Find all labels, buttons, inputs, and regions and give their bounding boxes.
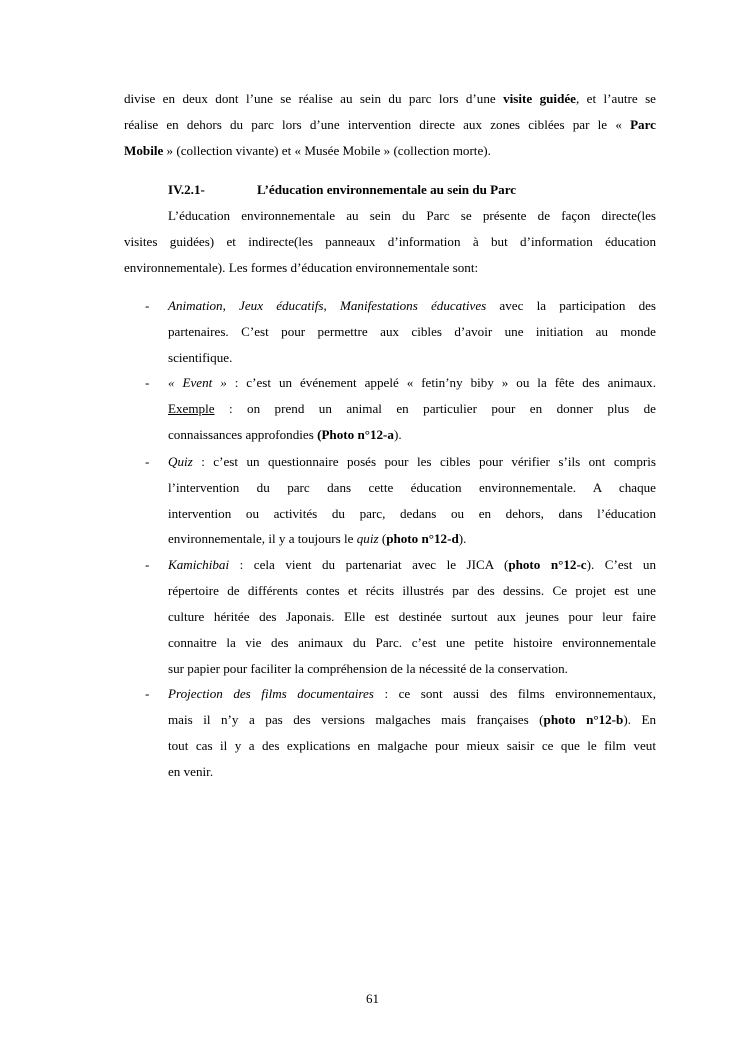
list-item-line xyxy=(168,711,656,728)
page-number: 61 xyxy=(366,991,379,1006)
bullet-marker: - xyxy=(145,454,150,469)
section-title: L’éducation environnementale au sein du Parc xyxy=(257,182,517,197)
list-item-line: partenaires. C’est pour permettre aux cibles d’avoir une initiation au monde xyxy=(168,324,656,339)
paragraph-line: visites guidées) et indirecte(les panneaux d’information à but d’information éducation xyxy=(124,234,656,249)
list-item-line xyxy=(168,374,656,391)
paragraph-line xyxy=(124,90,656,107)
text-span: : ce sont aussi des films environnementaux, xyxy=(373,686,656,701)
bold-text: visite guidée xyxy=(503,91,576,106)
text-span: environnementale, il y a toujours le xyxy=(168,531,357,546)
bold-text: photo n°12-b xyxy=(543,712,624,727)
list-item-line: culture héritée des Japonais. Elle est destinée surtout aux jeunes pour leur faire xyxy=(168,609,656,624)
bold-text: Mobile xyxy=(124,143,164,158)
italic-text: Projection des films documentaires xyxy=(168,686,374,701)
bold-text: photo n°12-d xyxy=(386,531,459,546)
bold-text: Parc xyxy=(630,117,656,132)
text-span: connaissances approfondies xyxy=(168,427,318,442)
list-item-line: tout cas il y a des explications en malgache pour mieux saisir ce que le film veut xyxy=(168,738,656,753)
paragraph-line xyxy=(124,142,656,159)
text-span: » (collection vivante) et « Musée Mobile » (collection morte). xyxy=(163,143,491,158)
bullet-marker: - xyxy=(145,375,150,390)
text-span: ). xyxy=(393,427,402,442)
section-number: IV.2.1- xyxy=(168,182,205,197)
italic-text: Quiz xyxy=(168,454,193,469)
text-span: , et l’autre se xyxy=(575,91,656,106)
text-span: ). C’est un xyxy=(586,557,656,572)
text-span: avec la participation des xyxy=(486,298,657,313)
underlined-text: Exemple xyxy=(168,401,215,416)
list-item-line: l’intervention du parc dans cette éducation environnementale. A chaque xyxy=(168,480,656,495)
list-item-line: intervention ou activités du parc, dedans ou en dehors, dans l’éducation xyxy=(168,506,656,521)
text-span: réalise en dehors du parc lors d’une intervention directe aux zones ciblées par le « xyxy=(124,117,631,132)
text-span: , xyxy=(323,298,340,313)
text-span: : c’est un questionnaire posés pour les cibles pour vérifier s’ils ont compris xyxy=(192,454,656,469)
text-span: ). En xyxy=(623,712,657,727)
paragraph-line: environnementale). Les formes d’éducation environnementale sont: xyxy=(124,260,479,275)
italic-text: « Event » xyxy=(168,375,227,390)
list-item-line xyxy=(168,530,656,547)
list-item-line: en venir. xyxy=(168,764,214,779)
italic-text: Jeux éducatifs xyxy=(239,298,324,313)
bullet-marker: - xyxy=(145,557,150,572)
text-span: divise en deux dont l’une se réalise au sein du parc lors d’une xyxy=(124,91,504,106)
list-item-line xyxy=(168,453,656,470)
italic-text: Manifestations éducatives xyxy=(339,298,487,313)
bullet-marker: - xyxy=(145,298,150,313)
text-span: mais il n’y a pas des versions malgaches mais françaises ( xyxy=(168,712,544,727)
italic-text: Kamichibai xyxy=(168,557,230,572)
bold-text: photo n°12-c xyxy=(508,557,587,572)
text-span: : cela vient du partenariat avec le JICA ( xyxy=(229,557,509,572)
italic-text: Animation xyxy=(168,298,223,313)
list-item-line xyxy=(168,685,656,702)
text-span: , xyxy=(222,298,240,313)
bold-text: (Photo n°12-a xyxy=(317,427,394,442)
italic-text: quiz xyxy=(356,531,379,546)
text-span: : on prend un animal en particulier pour en donner plus de xyxy=(214,401,656,416)
list-item-line: connaitre la vie des animaux du Parc. c’est une petite histoire environnementale xyxy=(168,635,656,650)
list-item-line: répertoire de différents contes et récits illustrés par des dessins. Ce projet est une xyxy=(168,583,656,598)
list-item-line xyxy=(168,426,656,443)
list-item-line xyxy=(168,297,656,314)
text-span: ). xyxy=(458,531,467,546)
text-span: ( xyxy=(378,531,387,546)
list-item-line: sur papier pour faciliter la compréhension de la nécessité de la conservation. xyxy=(168,661,568,676)
list-item-line xyxy=(168,400,656,417)
text-span: : c’est un événement appelé « fetin’ny biby » ou la fête des animaux. xyxy=(226,375,657,390)
list-item-line xyxy=(168,556,656,573)
paragraph-line xyxy=(124,116,656,133)
list-item-line: scientifique. xyxy=(168,350,233,365)
bullet-marker: - xyxy=(145,686,150,701)
paragraph-line: L’éducation environnementale au sein du Parc se présente de façon directe(les xyxy=(168,208,656,223)
